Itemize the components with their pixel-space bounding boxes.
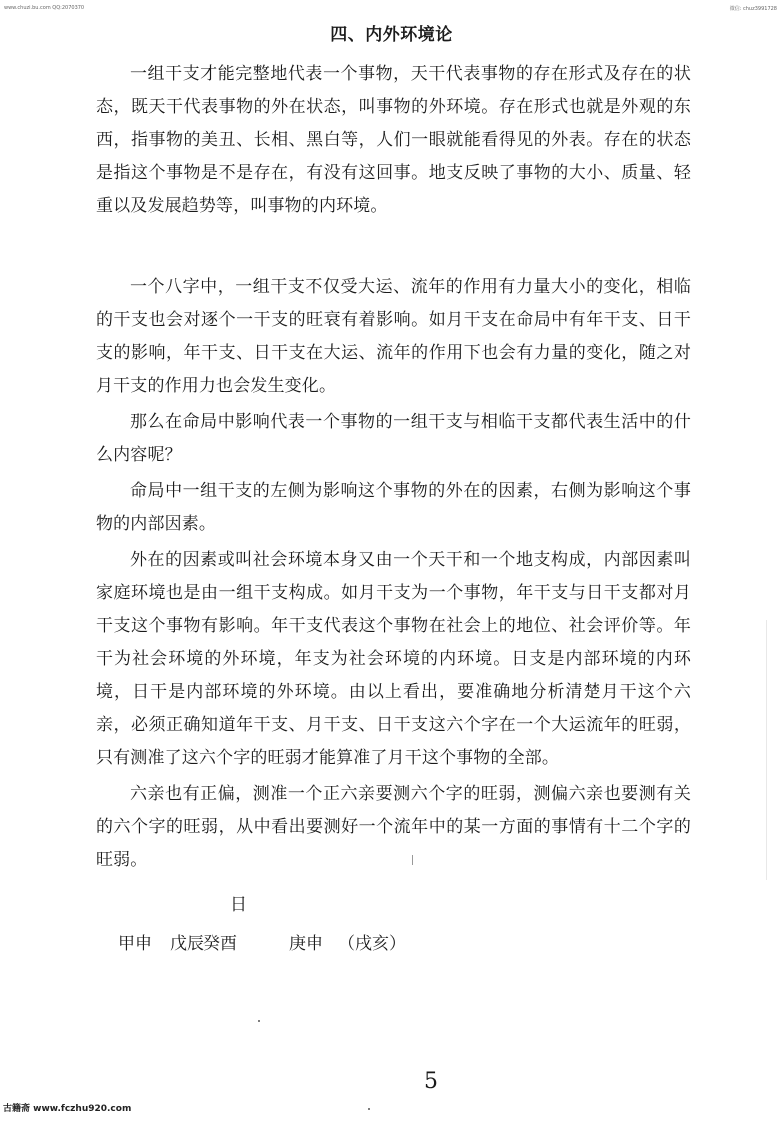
body-text: [96, 58, 691, 880]
paragraph-5: 外在的因素或叫社会环境本身又由一个天干和一个地支构成，内部因素叫家庭环境也是由一组干支构成。如月干支为一个事物，年干支与日干支都对月干支这个事物有影响。年干支代表这个事物在社会上的地位、社会评价等。年干为社会环境的外环境，年支为社会环境的内环境。日支是内部环境的内环境，日干是内部环境的外环境。由以上看出，要准确地分析清楚月干这个六亲，必须正确知道年干支、月干支、日干支这六个字在一个大运流年的旺弱，只有测准了这六个字的旺弱才能算准了月干这个事物的全部。: [96, 550, 691, 768]
paragraph-3: 那么在命局中影响代表一个事物的一组干支与相临干支都代表生活中的什么内容呢？: [96, 412, 691, 465]
scan-speck: [258, 1020, 260, 1022]
paragraph-1: 一组干支才能完整地代表一个事物，天干代表事物的存在形式及存在的状态，既天干代表事物的外在状态，叫事物的外环境。存在形式也就是外观的东西，指事物的美丑、长相、黑白等，人们一眼就能看得见的外表。存在的状态是指这个事物是不是存在，有没有这回事。地支反映了事物的大小、质量、轻重以及发展趋势等，叫事物的内环境。: [96, 64, 691, 216]
paragraph-4: 命局中一组干支的左侧为影响这个事物的外在的因素，右侧为影响这个事物的内部因素。: [96, 481, 691, 534]
scan-edge-line: [766, 620, 767, 880]
page-number: 5: [424, 1069, 438, 1094]
hour-pillar: 庚申: [289, 934, 323, 954]
page-title: 四、内外环境论: [330, 25, 453, 45]
kongwang-note: （戌亥）: [338, 934, 406, 954]
footer-watermark: 古籍斋 www.fczhu920.com: [3, 1104, 132, 1114]
scan-speck: [412, 855, 413, 865]
month-pillar: 戊辰: [170, 934, 204, 954]
header-right-text: 微信: chuz3991728: [729, 6, 777, 12]
paragraph-2: 一个八字中，一组干支不仅受大运、流年的作用有力量大小的变化，相临的干支也会对逐个一干支的旺衰有着影响。如月干支在命局中有年干支、日干支的影响，年干支、日干支在大运、流年的作用下也会有力量的变化，随之对月干支的作用力也会发生变化。: [96, 277, 691, 396]
day-pillar-label: 日: [230, 895, 247, 915]
scan-speck: [368, 1108, 370, 1110]
paragraph-6: 六亲也有正偏，测准一个正六亲要测六个字的旺弱，测偏六亲也要测有关的六个字的旺弱，从中看出要测好一个流年中的某一方面的事情有十二个字的旺弱。: [96, 784, 691, 870]
year-pillar: 甲申: [118, 934, 152, 954]
day-pillar: 癸酉: [203, 934, 237, 954]
header-left-text: www.chuzi.bu.com QQ:2070370: [4, 5, 85, 11]
